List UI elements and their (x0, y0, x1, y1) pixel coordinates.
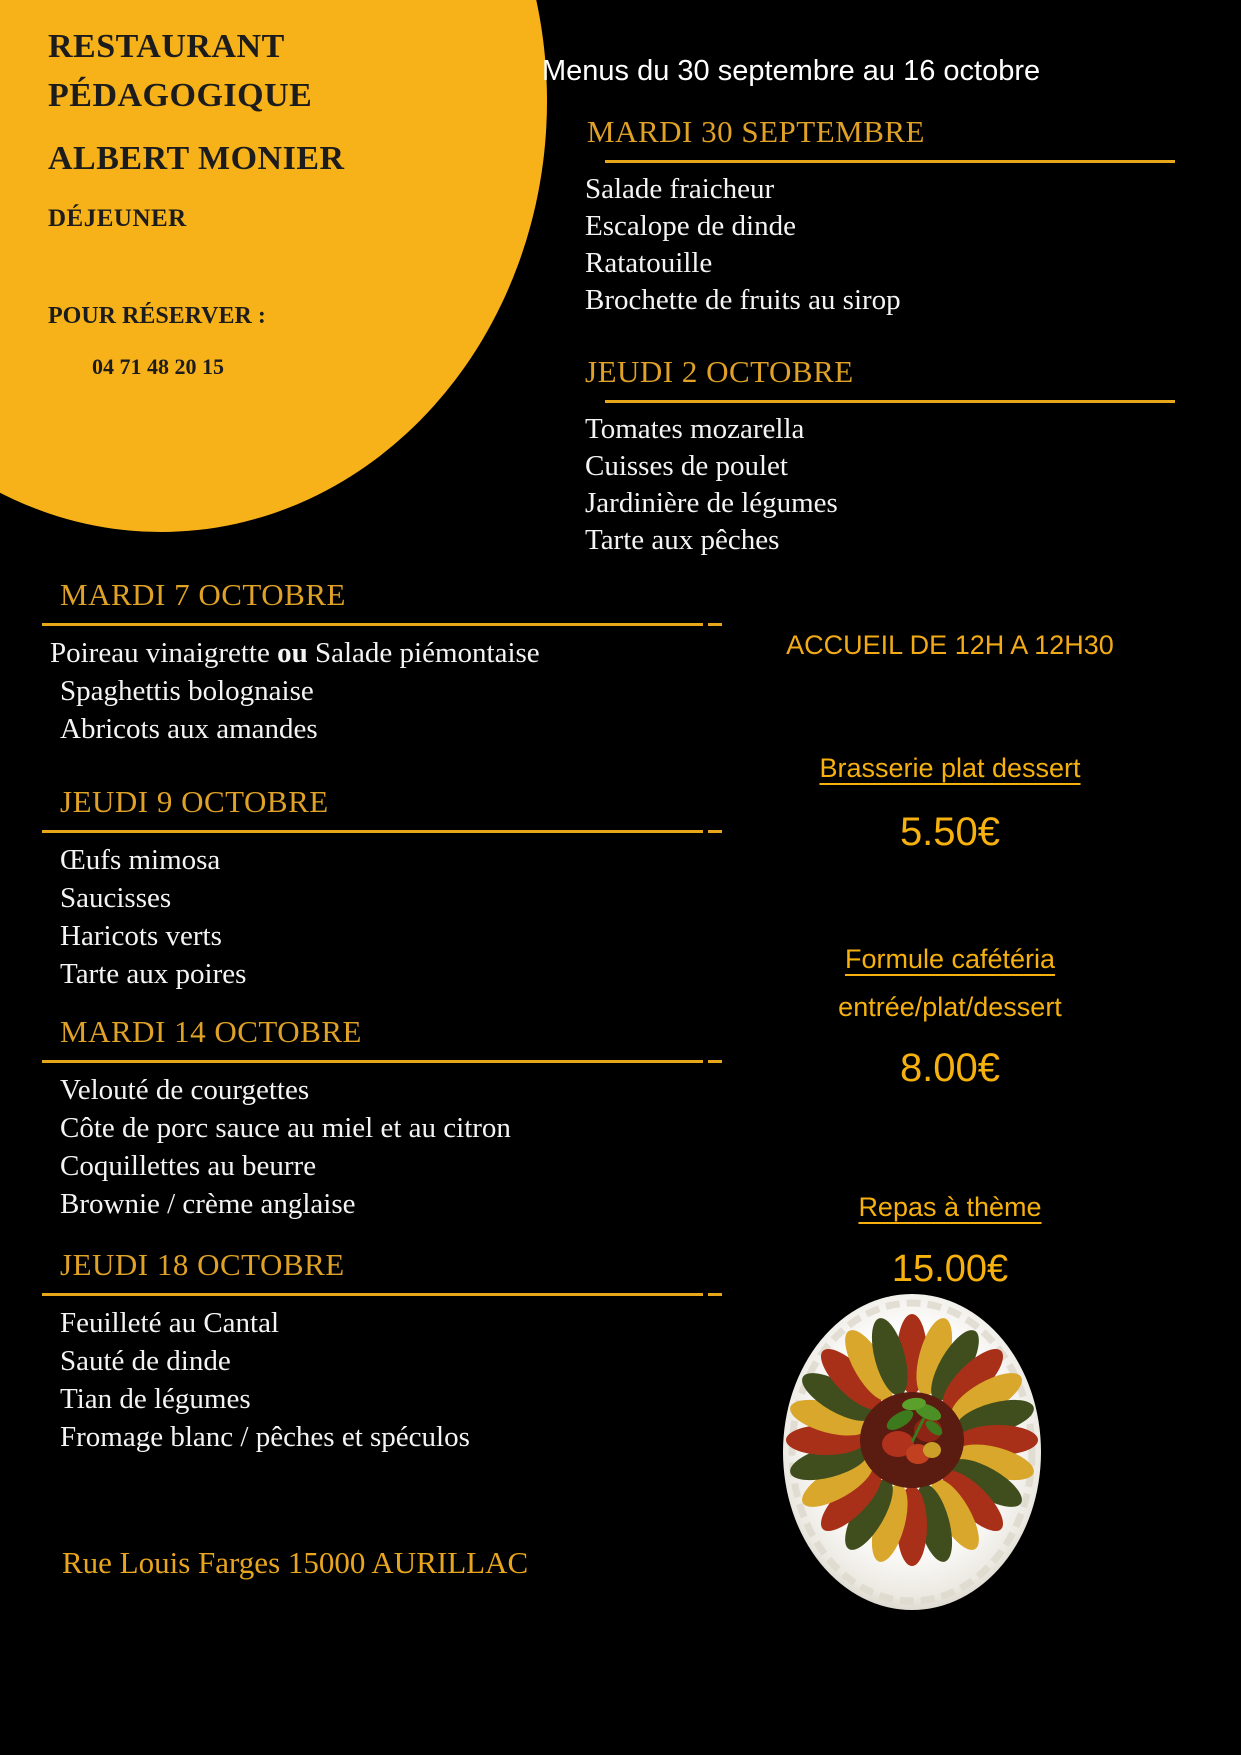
menu-items (42, 1304, 722, 1456)
menu-item: Spaghettis bolognaise (60, 675, 314, 707)
menu-item: Velouté de courgettes (60, 1074, 310, 1106)
menu-items (42, 634, 722, 748)
menu-section-mardi-7-octobre (42, 575, 722, 748)
gold-divider (42, 1060, 722, 1063)
menu-section-jeudi-9-octobre (42, 782, 722, 993)
menu-item: Brochette de fruits au sirop (585, 284, 901, 316)
menu-item: Sauté de dinde (60, 1345, 231, 1377)
offer-cafeteria-price: 8.00€ (899, 1046, 1001, 1090)
menu-section-mardi-30-septembre (575, 112, 1215, 319)
menu-item: Œufs mimosa (60, 844, 221, 876)
offer-theme-name: Repas à thème (858, 1192, 1042, 1222)
menu-item: Abricots aux amandes (60, 713, 318, 745)
phone-number: 04 71 48 20 15 (92, 354, 224, 379)
menu-item: Cuisses de poulet (585, 450, 788, 482)
menu-items (42, 841, 722, 993)
menu-item-or: ou (277, 637, 308, 669)
gold-divider (42, 623, 722, 626)
menu-item: Brownie / crème anglaise (60, 1188, 356, 1220)
meal-label: DÉJEUNER (48, 205, 187, 232)
menu-item: Escalope de dinde (585, 210, 796, 242)
offer-theme-price: 15.00€ (891, 1248, 1009, 1290)
menu-items (575, 171, 1215, 319)
menu-item: Jardinière de légumes (585, 487, 838, 519)
menu-item: Feuilleté au Cantal (60, 1307, 280, 1339)
menu-section-jeudi-18-octobre (42, 1245, 722, 1456)
menu-day-heading: JEUDI 18 OCTOBRE (60, 1247, 345, 1282)
gold-divider (605, 160, 1175, 163)
gold-divider (42, 1293, 722, 1296)
brand-block (48, 22, 345, 380)
offer-cafeteria-description: entrée/plat/dessert (838, 992, 1062, 1022)
menu-items (42, 1071, 722, 1223)
menu-day-heading: JEUDI 9 OCTOBRE (60, 784, 329, 819)
menu-item: Côte de porc sauce au miel et au citron (60, 1112, 511, 1144)
offer-cafeteria-name: Formule cafétéria (844, 944, 1056, 974)
menu-item: Saucisses (60, 882, 172, 914)
menu-item: Tarte aux poires (60, 958, 247, 990)
restaurant-name-line3: ALBERT MONIER (48, 140, 345, 177)
ratatouille-photo (782, 1292, 1042, 1612)
menu-section-mardi-14-octobre (42, 1012, 722, 1223)
menu-item: Fromage blanc / pêches et spéculos (60, 1421, 470, 1453)
menu-day-heading: MARDI 14 OCTOBRE (60, 1014, 362, 1049)
ratatouille-photo-graphic (782, 1292, 1042, 1612)
restaurant-name-line2: PÉDAGOGIQUE (48, 77, 313, 114)
page-title: Menus du 30 septembre au 16 octobre (542, 55, 1041, 87)
menu-section-jeudi-2-octobre (575, 352, 1215, 559)
restaurant-address: Rue Louis Farges 15000 AURILLAC (62, 1545, 529, 1580)
menu-item-text: Poireau vinaigrette (50, 637, 278, 669)
offer-brasserie-name: Brasserie plat dessert (819, 753, 1081, 783)
menu-day-heading: MARDI 30 SEPTEMBRE (587, 114, 925, 149)
gold-divider (42, 830, 722, 833)
menu-item: Haricots verts (60, 920, 222, 952)
menu-item: Tarte aux pêches (585, 524, 780, 556)
reserve-label: POUR RÉSERVER : (48, 303, 266, 329)
offer-brasserie-price: 5.50€ (899, 810, 1001, 854)
menu-item: Ratatouille (585, 247, 713, 279)
menu-item (50, 634, 722, 672)
menu-item-text: Salade piémontaise (307, 637, 540, 669)
menu-item: Salade fraicheur (585, 173, 775, 205)
opening-hours: ACCUEIL DE 12H A 12H30 (786, 630, 1114, 660)
menu-item: Tomates mozarella (585, 413, 805, 445)
menu-day-heading: JEUDI 2 OCTOBRE (585, 354, 854, 389)
restaurant-name-line1: RESTAURANT (48, 28, 285, 65)
gold-divider (605, 400, 1175, 403)
menu-day-heading: MARDI 7 OCTOBRE (60, 577, 346, 612)
menu-item: Tian de légumes (60, 1383, 251, 1415)
menu-items (575, 411, 1215, 559)
menu-item: Coquillettes au beurre (60, 1150, 317, 1182)
